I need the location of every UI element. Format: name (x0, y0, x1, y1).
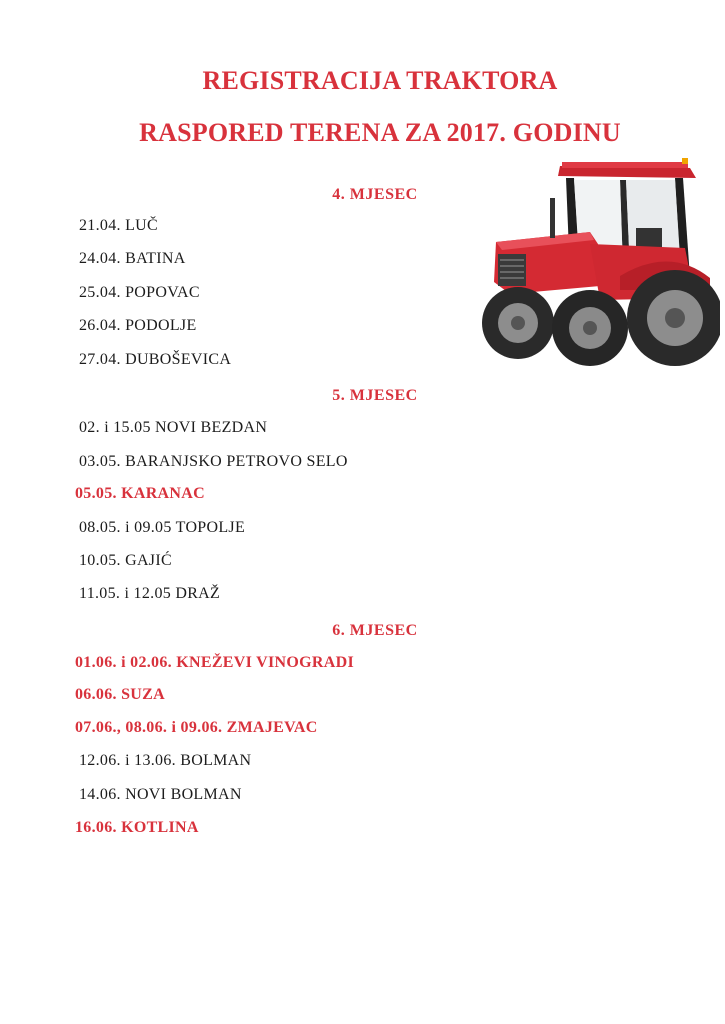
schedule-entry: 21.04. LUČ (79, 217, 158, 234)
schedule-entry: 12.06. i 13.06. BOLMAN (79, 752, 252, 769)
schedule-entry-highlighted: 01.06. i 02.06. KNEŽEVI VINOGRADI (75, 654, 354, 671)
schedule-entry: 25.04. POPOVAC (79, 284, 200, 301)
schedule-entry: 26.04. PODOLJE (79, 317, 197, 334)
schedule-entry: 24.04. BATINA (79, 250, 186, 267)
schedule-entry-highlighted: 07.06., 08.06. i 09.06. ZMAJEVAC (75, 719, 318, 736)
schedule-entry: 08.05. i 09.05 TOPOLJE (79, 519, 246, 536)
schedule-entry: 14.06. NOVI BOLMAN (79, 786, 242, 803)
schedule-entry: 11.05. i 12.05 DRAŽ (79, 585, 221, 602)
schedule-entry-highlighted: 16.06. KOTLINA (75, 819, 199, 836)
schedule-entry-highlighted: 05.05. KARANAC (75, 485, 205, 502)
document-subtitle: RASPORED TERENA ZA 2017. GODINU (139, 118, 621, 147)
schedule-entry: 03.05. BARANJSKO PETROVO SELO (79, 453, 348, 470)
month-heading-june: 6. MJESEC (332, 622, 418, 639)
schedule-entry: 02. i 15.05 NOVI BEZDAN (79, 419, 268, 436)
document-title: REGISTRACIJA TRAKTORA (202, 66, 558, 95)
schedule-entry-highlighted: 06.06. SUZA (75, 686, 165, 703)
month-heading-may: 5. MJESEC (332, 387, 418, 404)
schedule-entry: 10.05. GAJIĆ (79, 552, 172, 569)
month-heading-april: 4. MJESEC (332, 186, 418, 203)
tractor-icon (470, 158, 720, 378)
schedule-entry: 27.04. DUBOŠEVICA (79, 351, 232, 368)
